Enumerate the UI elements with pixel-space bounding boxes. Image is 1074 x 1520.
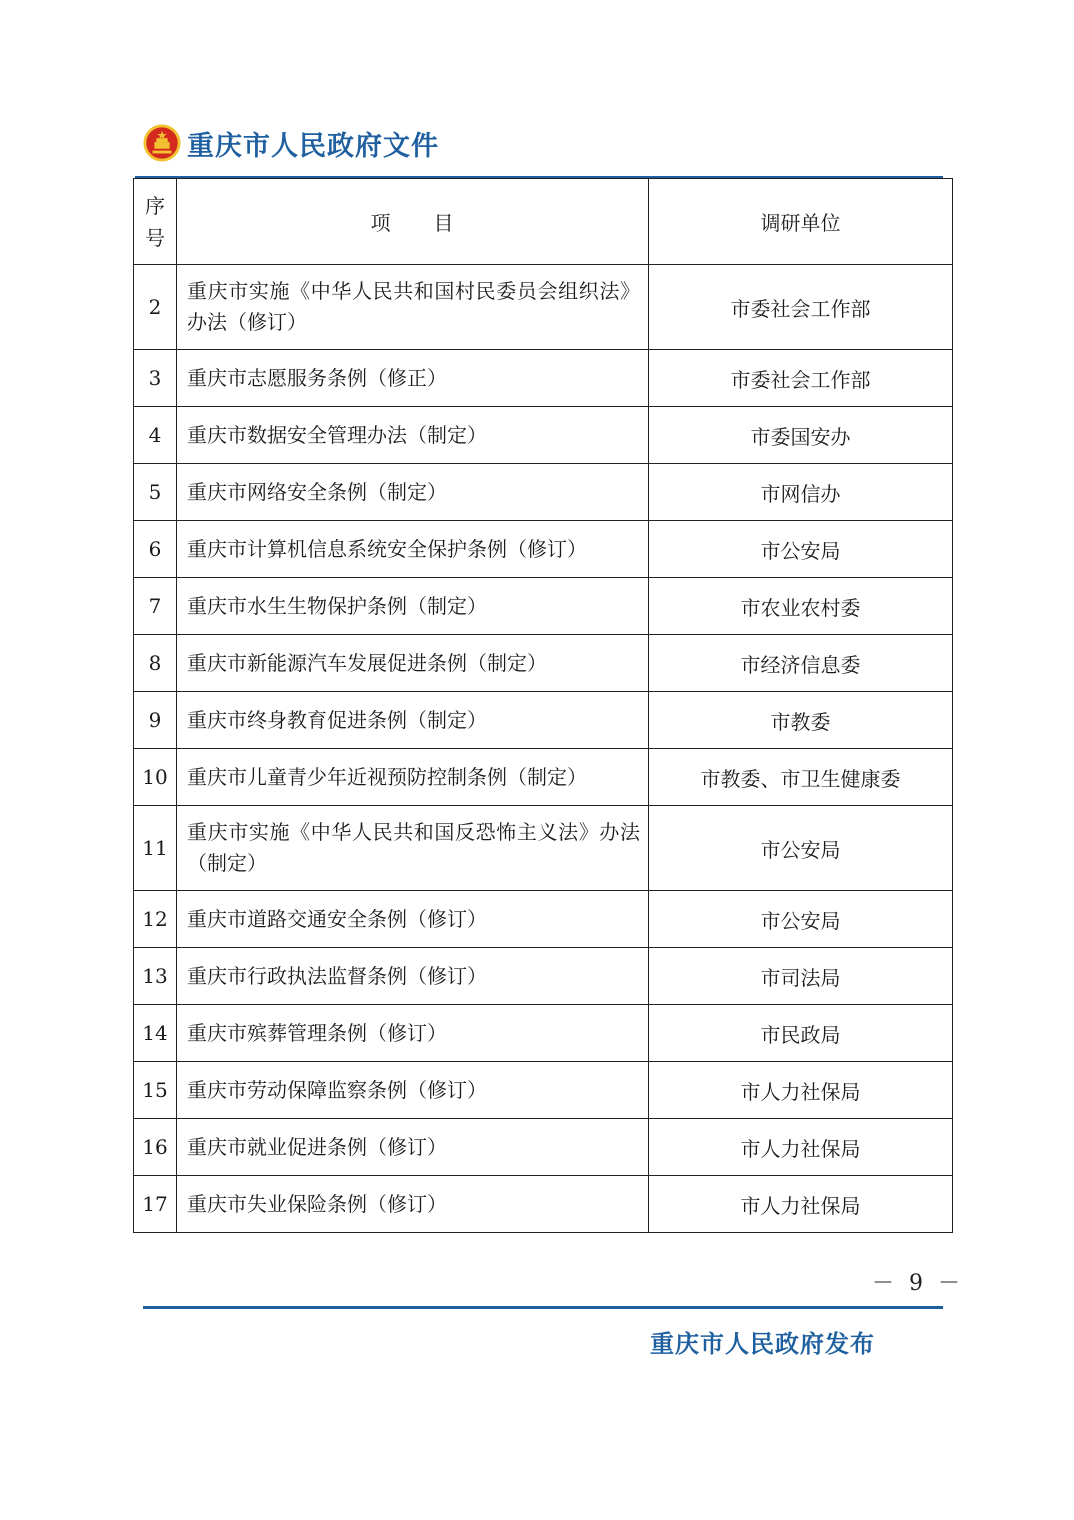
row-item: 重庆市网络安全条例（制定） (177, 464, 649, 521)
row-unit: 市教委、市卫生健康委 (649, 749, 953, 806)
row-unit: 市人力社保局 (649, 1176, 953, 1233)
table-row (134, 692, 953, 749)
row-number: 4 (134, 407, 177, 464)
row-number: 2 (134, 265, 177, 350)
row-item: 重庆市儿童青少年近视预防控制条例（制定） (177, 749, 649, 806)
row-item: 重庆市实施《中华人民共和国村民委员会组织法》办法（修订） (177, 265, 649, 350)
table-row (134, 948, 953, 1005)
column-header-number (134, 179, 177, 265)
table-row (134, 265, 953, 350)
column-header-item: 项 目 (177, 179, 649, 265)
row-unit: 市民政局 (649, 1005, 953, 1062)
table-row (134, 521, 953, 578)
row-unit: 市网信办 (649, 464, 953, 521)
document-header (143, 120, 439, 166)
row-unit: 市委社会工作部 (649, 350, 953, 407)
row-unit: 市农业农村委 (649, 578, 953, 635)
column-header-number-label: 序号 (145, 193, 165, 250)
row-item: 重庆市失业保险条例（修订） (177, 1176, 649, 1233)
row-unit: 市司法局 (649, 948, 953, 1005)
row-number: 5 (134, 464, 177, 521)
footer-publisher: 重庆市人民政府发布 (650, 1329, 875, 1358)
row-item: 重庆市终身教育促进条例（制定） (177, 692, 649, 749)
table-row (134, 407, 953, 464)
row-item: 重庆市水生生物保护条例（制定） (177, 578, 649, 635)
row-item: 重庆市殡葬管理条例（修订） (177, 1005, 649, 1062)
legislation-table (133, 178, 953, 1233)
table-row (134, 635, 953, 692)
row-number: 13 (134, 948, 177, 1005)
row-number: 3 (134, 350, 177, 407)
row-number: 17 (134, 1176, 177, 1233)
header-title: 重庆市人民政府文件 (187, 130, 439, 162)
row-number: 15 (134, 1062, 177, 1119)
row-unit: 市公安局 (649, 891, 953, 948)
row-item: 重庆市计算机信息系统安全保护条例（修订） (177, 521, 649, 578)
row-item: 重庆市志愿服务条例（修正） (177, 350, 649, 407)
table-row (134, 350, 953, 407)
table-row (134, 1176, 953, 1233)
row-number: 16 (134, 1119, 177, 1176)
row-number: 9 (134, 692, 177, 749)
row-item: 重庆市劳动保障监察条例（修订） (177, 1062, 649, 1119)
row-item: 重庆市就业促进条例（修订） (177, 1119, 649, 1176)
table-row (134, 749, 953, 806)
row-number: 8 (134, 635, 177, 692)
table-row (134, 806, 953, 891)
row-item: 重庆市新能源汽车发展促进条例（制定） (177, 635, 649, 692)
national-emblem-icon (143, 124, 181, 162)
row-unit: 市经济信息委 (649, 635, 953, 692)
row-number: 11 (134, 806, 177, 891)
row-number: 12 (134, 891, 177, 948)
row-item: 重庆市行政执法监督条例（修订） (177, 948, 649, 1005)
table-row (134, 1005, 953, 1062)
row-unit: 市委国安办 (649, 407, 953, 464)
row-item: 重庆市实施《中华人民共和国反恐怖主义法》办法（制定） (177, 806, 649, 891)
row-unit: 市教委 (649, 692, 953, 749)
row-unit: 市委社会工作部 (649, 265, 953, 350)
row-number: 10 (134, 749, 177, 806)
table-row (134, 464, 953, 521)
row-number: 7 (134, 578, 177, 635)
footer-divider (143, 1306, 943, 1309)
table-header-row (134, 179, 953, 265)
table-row (134, 1062, 953, 1119)
table-row (134, 891, 953, 948)
table-row (134, 578, 953, 635)
column-header-unit: 调研单位 (649, 179, 953, 265)
page-number: － 9 － (872, 1271, 964, 1296)
row-number: 14 (134, 1005, 177, 1062)
row-item: 重庆市道路交通安全条例（修订） (177, 891, 649, 948)
table-row (134, 1119, 953, 1176)
row-unit: 市人力社保局 (649, 1062, 953, 1119)
row-unit: 市公安局 (649, 806, 953, 891)
row-unit: 市人力社保局 (649, 1119, 953, 1176)
row-item: 重庆市数据安全管理办法（制定） (177, 407, 649, 464)
row-unit: 市公安局 (649, 521, 953, 578)
row-number: 6 (134, 521, 177, 578)
